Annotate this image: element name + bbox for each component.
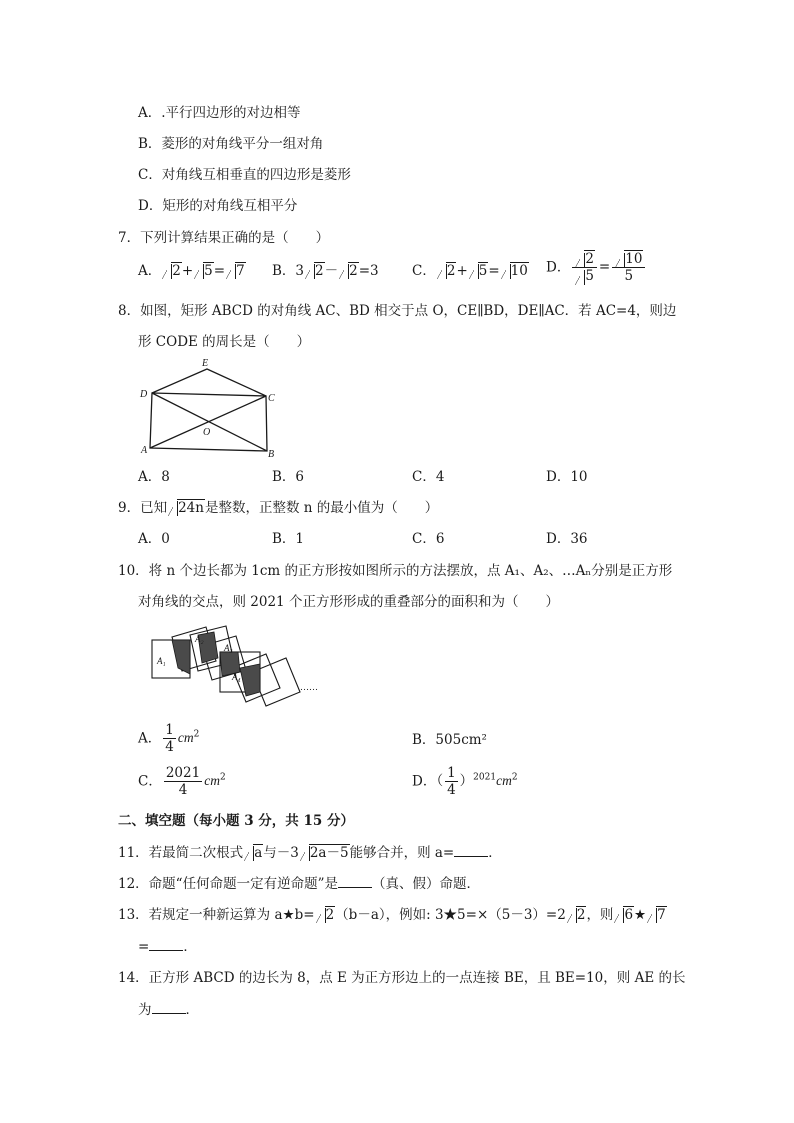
overlap-4 xyxy=(240,664,260,696)
q9-option-b: B．1 xyxy=(272,531,305,547)
q7-option-d: D． $\frac{2}{5}$ = $\frac{10}{5}$ xyxy=(546,251,647,284)
q7-stem: 7．下列计算结果正确的是（ ） xyxy=(118,230,330,246)
q6-option-c: C．对角线互相垂直的四边形是菱形 xyxy=(138,167,351,183)
label-d: D xyxy=(140,389,148,400)
q14-line1: 14．正方形 ABCD 的边长为 8，点 E 为正方形边上的一点连接 BE，且 BE=10，则 AE 的长 xyxy=(118,970,686,986)
q13-line1: 13．若规定一种新运算为 a★b= 2（b－a），例如: 3★5=×（5－3）=2 2，则 6★ 7 xyxy=(118,907,666,923)
q10-option-b: B．505cm² xyxy=(412,732,487,748)
diagonal-ac xyxy=(150,396,266,448)
q14-line2: 为 ． xyxy=(138,1002,199,1018)
answer-blank[interactable] xyxy=(454,843,488,857)
q10-figure xyxy=(140,618,330,714)
label-b: B xyxy=(268,449,275,460)
answer-blank[interactable] xyxy=(338,874,372,888)
q8-figure xyxy=(138,356,278,460)
label-a4: A₄ xyxy=(232,672,241,682)
q7-option-c: C． 2+ 5= 10 xyxy=(412,263,528,279)
q6-option-a: A．.平行四边形的对边相等 xyxy=(138,105,301,121)
label-c: C xyxy=(268,393,275,404)
section-2-heading: 二、填空题（每小题 3 分，共 15 分） xyxy=(118,813,354,829)
q9-option-c: C．6 xyxy=(412,531,445,547)
label-a3: A₃ xyxy=(224,643,233,653)
q6-option-b: B．菱形的对角线平分一组对角 xyxy=(138,136,324,152)
q8-option-c: C．4 xyxy=(412,469,445,485)
label-a2: A₂ xyxy=(195,634,204,644)
q10-option-d: D．（ $\frac{1}{4}$ ）$^{2021}cm^2$ xyxy=(412,765,518,798)
q10-stem-line2: 对角线的交点，则 2021 个正方形形成的重叠部分的面积和为（ ） xyxy=(138,594,559,610)
q10-option-c: C． $\frac{2021}{4}$ $cm^2$ xyxy=(138,765,226,798)
q9-option-a: A．0 xyxy=(138,531,170,547)
q8-stem-line1: 8．如图，矩形 ABCD 的对角线 AC、BD 相交于点 O，CE∥BD，DE∥AC．若 AC=4，则边 xyxy=(118,303,677,319)
q8-option-a: A．8 xyxy=(138,469,170,485)
q10-stem-line1: 10．将 n 个边长都为 1cm 的正方形按如图所示的方法摆放，点 A₁、A₂、…Aₙ分别是正方形 xyxy=(118,563,673,579)
label-e: E xyxy=(202,358,209,369)
triangle-dec xyxy=(152,369,266,396)
label-a: A xyxy=(141,445,148,456)
q11: 11．若最简二次根式 a与－3 2a－5能够合并，则 a= ． xyxy=(118,845,502,861)
q10-option-a: A． $\frac{1}{4}$ $cm^2$ xyxy=(138,722,200,755)
q8-stem-line2: 形 CODE 的周长是（ ） xyxy=(138,334,311,350)
q9-option-d: D．36 xyxy=(546,531,588,547)
label-a1: A₁ xyxy=(157,656,166,666)
q7-option-a: A． 2+ 5= 7 xyxy=(138,263,245,279)
continuation-dots: …… xyxy=(300,682,318,692)
label-o: O xyxy=(203,427,211,438)
answer-blank[interactable] xyxy=(149,937,183,951)
q7-option-b: B．3 2－ 2=3 xyxy=(272,263,379,279)
q13-line2: = ． xyxy=(138,939,197,955)
answer-blank[interactable] xyxy=(152,1000,186,1014)
q12: 12．命题“任何命题一定有逆命题”是 （真、假）命题． xyxy=(118,876,480,892)
q8-option-b: B．6 xyxy=(272,469,305,485)
overlap-1 xyxy=(172,640,190,674)
q6-option-d: D．矩形的对角线互相平分 xyxy=(138,198,298,214)
q8-option-d: D．10 xyxy=(546,469,588,485)
q9-stem: 9．已知 24n是整数，正整数 n 的最小值为（ ） xyxy=(118,500,439,516)
